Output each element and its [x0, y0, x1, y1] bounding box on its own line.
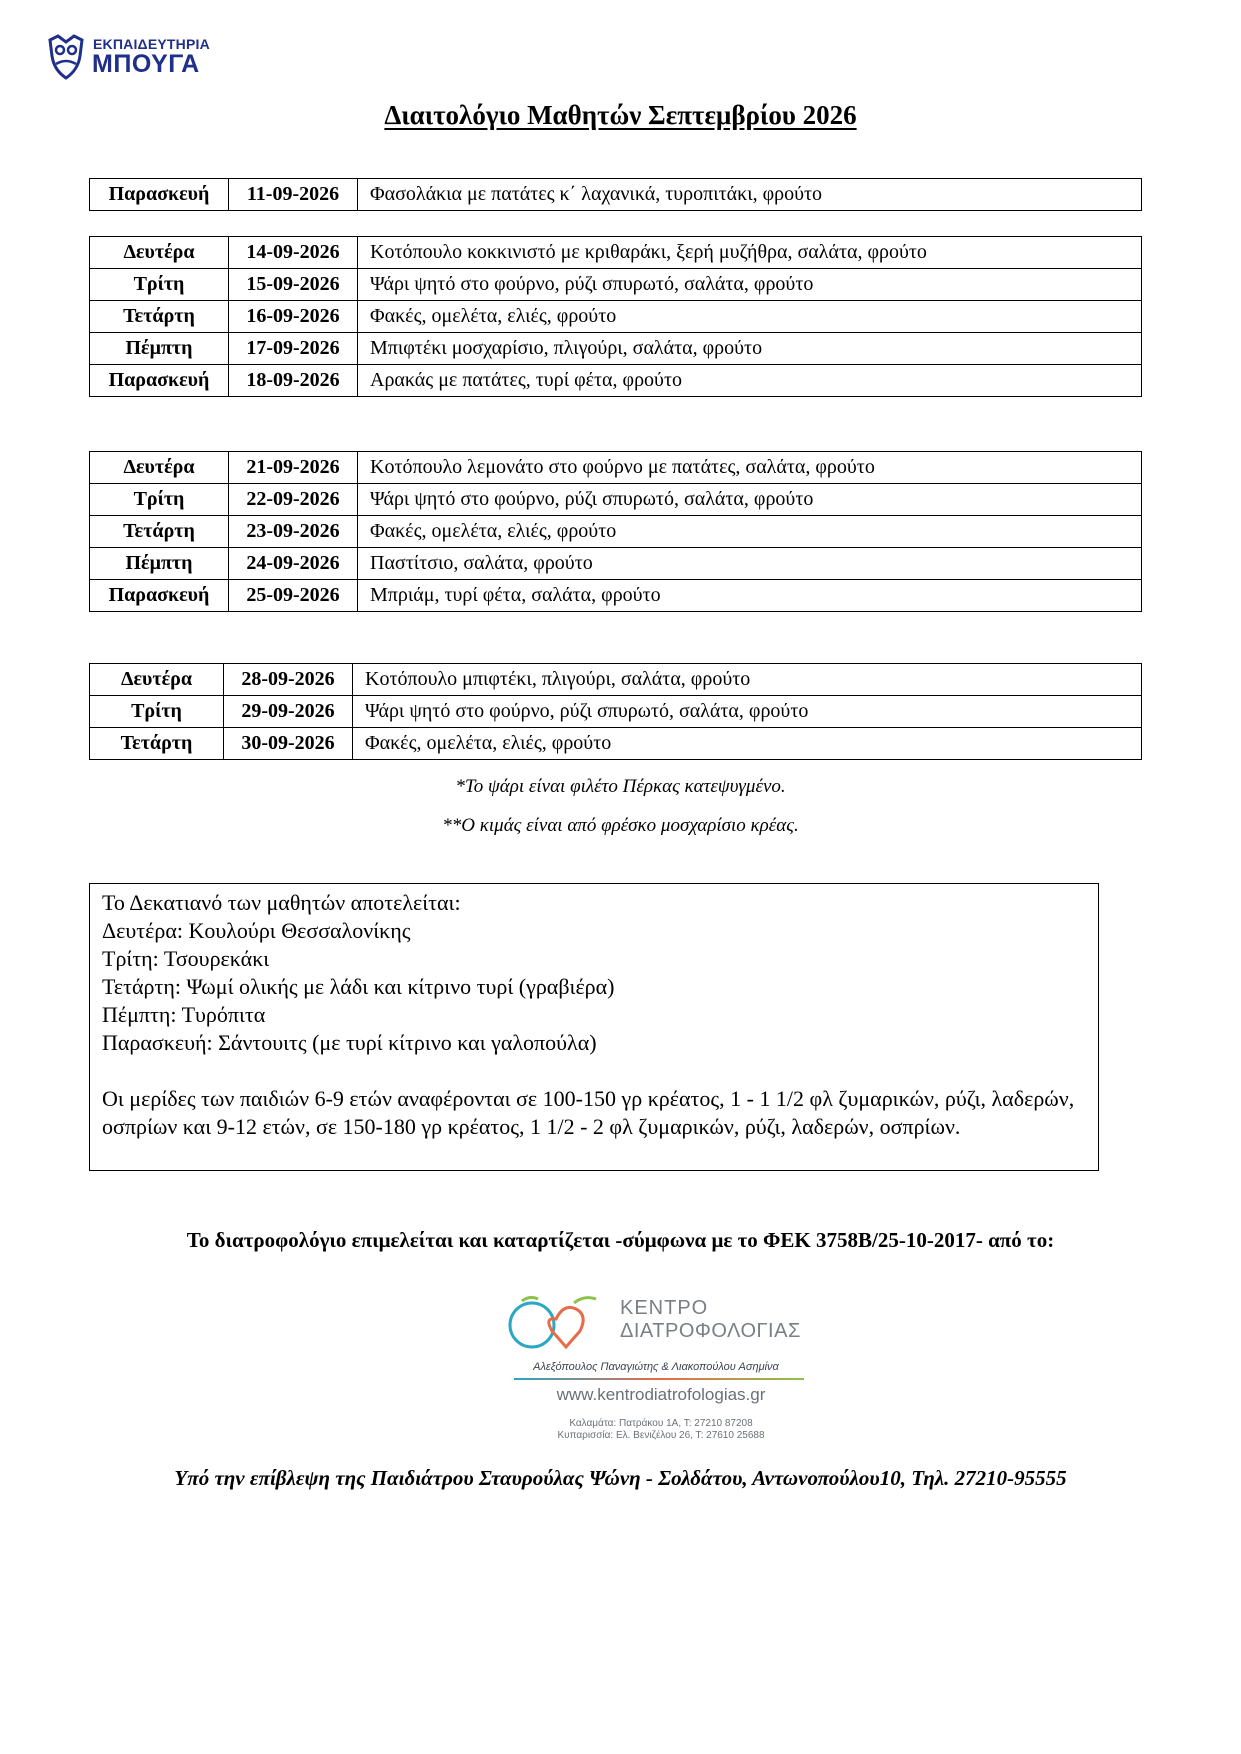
date-cell: 29-09-2026 — [224, 696, 353, 728]
table-row — [90, 365, 1142, 397]
meal-cell: Ψάρι ψητό στο φούρνο, ρύζι σπυρωτό, σαλάτα, φρούτο — [353, 696, 1142, 728]
school-logo — [46, 32, 246, 84]
snack-intro: Το Δεκατιανό των μαθητών αποτελείται: — [102, 890, 461, 915]
table-row — [90, 580, 1142, 612]
logo-line-2: ΜΠΟΥΓΑ — [92, 50, 200, 78]
week-4-table — [89, 663, 1142, 760]
fish-note: *Το ψάρι είναι φιλέτο Πέρκας κατεψυγμένο. — [455, 776, 786, 797]
date-cell: 17-09-2026 — [229, 333, 358, 365]
snack-box — [89, 883, 1099, 1171]
day-cell: Τρίτη — [90, 269, 229, 301]
day-cell: Τετάρτη — [90, 516, 229, 548]
day-cell: Πέμπτη — [90, 548, 229, 580]
kentro-address-2: Κυπαρισσία: Ελ. Βενιζέλου 26, Τ: 27610 25688 — [557, 1430, 765, 1441]
meal-cell: Κοτόπουλο μπιφτέκι, πλιγούρι, σαλάτα, φρούτο — [353, 664, 1142, 696]
snack-item-tuesday: Τρίτη: Τσουρεκάκι — [102, 946, 270, 971]
page-title: Διαιτολόγιο Μαθητών Σεπτεμβρίου 2026 — [384, 100, 857, 130]
table-row — [90, 333, 1142, 365]
table-row — [90, 269, 1142, 301]
meal-cell: Φακές, ομελέτα, ελιές, φρούτο — [353, 728, 1142, 760]
snack-item-wednesday: Τετάρτη: Ψωμί ολικής με λάδι και κίτρινο τυρί (γραβιέρα) — [102, 974, 615, 999]
table-row — [90, 516, 1142, 548]
meal-cell: Ψάρι ψητό στο φούρνο, ρύζι σπυρωτό, σαλάτα, φρούτο — [358, 269, 1142, 301]
date-cell: 28-09-2026 — [224, 664, 353, 696]
table-row — [90, 664, 1142, 696]
kentro-address-1: Καλαμάτα: Πατράκου 1Α, Τ: 27210 87208 — [569, 1418, 753, 1429]
snack-item-thursday: Πέμπτη: Τυρόπιτα — [102, 1002, 266, 1027]
date-cell: 23-09-2026 — [229, 516, 358, 548]
day-cell: Παρασκευή — [90, 365, 229, 397]
kentro-logo — [496, 1285, 816, 1445]
kentro-name-line-2: ΔΙΑΤΡΟΦΟΛΟΓΙΑΣ — [620, 1320, 801, 1342]
day-cell: Παρασκευή — [90, 179, 229, 211]
meal-cell: Κοτόπουλο λεμονάτο στο φούρνο με πατάτες, σαλάτα, φρούτο — [358, 452, 1142, 484]
logo-line-1: ΕΚΠΑΙΔΕΥΤΗΡΙΑ — [93, 36, 210, 52]
day-cell: Τετάρτη — [90, 728, 224, 760]
day-cell: Πέμπτη — [90, 333, 229, 365]
portions-text: Οι μερίδες των παιδιών 6-9 ετών αναφέρονται σε 100-150 γρ κρέατος, 1 - 1 1/2 φλ ζυμαρικών, ρύζι, λαδερών, οσπρίων και 9-12 ετών, σε 150-180 γρ κρέατος, 1 1/2 - 2 φλ ζυμαρικών, ρύζι, λαδερών, οσπρίων. — [102, 1086, 1075, 1139]
meal-cell: Ψάρι ψητό στο φούρνο, ρύζι σπυρωτό, σαλάτα, φρούτο — [358, 484, 1142, 516]
week-3-table — [89, 451, 1142, 612]
day-cell: Τετάρτη — [90, 301, 229, 333]
day-cell: Δευτέρα — [90, 664, 224, 696]
mince-note: **Ο κιμάς είναι από φρέσκο μοσχαρίσιο κρέας. — [442, 815, 799, 836]
meal-cell: Κοτόπουλο κοκκινιστό με κριθαράκι, ξερή μυζήθρα, σαλάτα, φρούτο — [358, 237, 1142, 269]
meal-cell: Φακές, ομελέτα, ελιές, φρούτο — [358, 516, 1142, 548]
date-cell: 22-09-2026 — [229, 484, 358, 516]
meal-cell: Φακές, ομελέτα, ελιές, φρούτο — [358, 301, 1142, 333]
date-cell: 30-09-2026 — [224, 728, 353, 760]
hearts-icon — [504, 1293, 614, 1355]
kentro-people: Αλεξόπουλος Παναγιώτης & Λιακοπούλου Ασημίνα — [533, 1361, 779, 1373]
table-row — [90, 452, 1142, 484]
week-1-table — [89, 178, 1142, 211]
date-cell: 24-09-2026 — [229, 548, 358, 580]
table-row — [90, 696, 1142, 728]
snack-item-monday: Δευτέρα: Κουλούρι Θεσσαλονίκης — [102, 918, 411, 943]
footer-supervision: Υπό την επίβλεψη της Παιδιάτρου Σταυρούλας Ψώνη - Σολδάτου, Αντωνοπούλου10, Τηλ. 27210-95555 — [174, 1466, 1067, 1490]
week-2-table — [89, 236, 1142, 397]
table-row — [90, 237, 1142, 269]
table-row — [90, 548, 1142, 580]
meal-cell: Αρακάς με πατάτες, τυρί φέτα, φρούτο — [358, 365, 1142, 397]
day-cell: Τρίτη — [90, 696, 224, 728]
meal-cell: Μπριάμ, τυρί φέτα, σαλάτα, φρούτο — [358, 580, 1142, 612]
date-cell: 25-09-2026 — [229, 580, 358, 612]
date-cell: 18-09-2026 — [229, 365, 358, 397]
divider — [514, 1378, 804, 1380]
table-row — [90, 301, 1142, 333]
table-row — [90, 484, 1142, 516]
day-cell: Δευτέρα — [90, 452, 229, 484]
meal-cell: Φασολάκια με πατάτες κ΄ λαχανικά, τυροπιτάκι, φρούτο — [358, 179, 1142, 211]
date-cell: 21-09-2026 — [229, 452, 358, 484]
date-cell: 11-09-2026 — [229, 179, 358, 211]
kentro-addresses — [516, 1418, 806, 1442]
credit-line: Το διατροφολόγιο επιμελείται και καταρτίζεται -σύμφωνα με το ΦΕΚ 3758Β/25-10-2017- από το: — [186, 1228, 1055, 1252]
day-cell: Τρίτη — [90, 484, 229, 516]
table-row — [90, 179, 1142, 211]
snack-item-friday: Παρασκευή: Σάντουιτς (με τυρί κίτρινο και γαλοπούλα) — [102, 1030, 597, 1055]
day-cell: Παρασκευή — [90, 580, 229, 612]
table-row — [90, 728, 1142, 760]
kentro-website: www.kentrodiatrofologias.gr — [556, 1385, 766, 1404]
owl-icon — [46, 34, 86, 80]
date-cell: 15-09-2026 — [229, 269, 358, 301]
date-cell: 16-09-2026 — [229, 301, 358, 333]
date-cell: 14-09-2026 — [229, 237, 358, 269]
meal-cell: Παστίτσιο, σαλάτα, φρούτο — [358, 548, 1142, 580]
meal-cell: Μπιφτέκι μοσχαρίσιο, πλιγούρι, σαλάτα, φρούτο — [358, 333, 1142, 365]
day-cell: Δευτέρα — [90, 237, 229, 269]
kentro-name-line-1: ΚΕΝΤΡΟ — [620, 1297, 709, 1319]
